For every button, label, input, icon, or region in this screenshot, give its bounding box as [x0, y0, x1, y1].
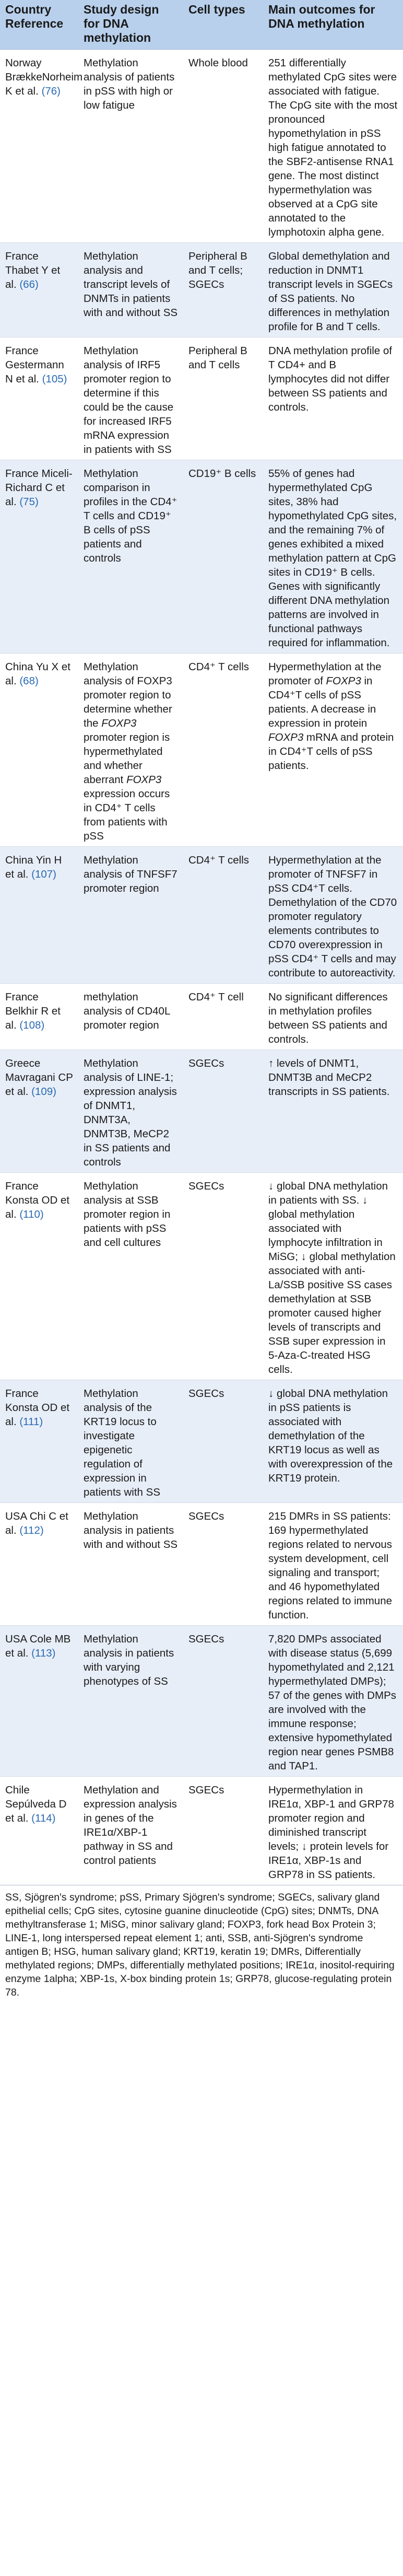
table-row — [0, 1050, 403, 1173]
outcome-cell: ↓ global DNA methylation in pSS patients is associated with demethylation of the KRT19 locus as well as with overexpression of the KRT19 protein. — [263, 1380, 403, 1503]
table-row — [0, 847, 403, 984]
outcome-text: Hypermethylation at the promoter of — [268, 661, 382, 687]
reference-link[interactable]: (109) — [31, 1086, 57, 1098]
country-reference-cell — [0, 1777, 78, 1885]
country: Chile — [5, 1784, 30, 1796]
reference-link[interactable]: (66) — [19, 278, 39, 290]
reference-link[interactable]: (110) — [19, 1208, 44, 1220]
cell-types-cell: CD4⁺ T cells — [183, 654, 263, 847]
cell-types-cell: SGECs — [183, 1626, 263, 1777]
header-cell-types: Cell types — [183, 0, 263, 50]
outcome-cell: 251 differentially methylated CpG sites were associated with fatigue. The CpG site with the most pronounced hypomethylation in pSS high fatigue annotated to the SBF2-antisense RNA1 gene. The most distinct hypermethylation was observed at a CpG site annotated to the lymphotoxin alpha gene. — [263, 50, 403, 243]
cell-types-cell: CD4⁺ T cell — [183, 984, 263, 1050]
outcome-cell: No significant differences in methylation profiles between SS patients and controls. — [263, 984, 403, 1050]
country: France — [5, 468, 39, 480]
reference-link[interactable]: (105) — [42, 373, 67, 385]
outcome-cell: 215 DMRs in SS patients: 169 hypermethylated regions related to nervous system development, cell signaling and transport; and 46 hypomethylated regions related to immune function. — [263, 1503, 403, 1626]
country-reference-cell — [0, 460, 78, 654]
design-text: promoter region is hypermethylated and whether aberrant — [84, 731, 170, 786]
country-reference-cell — [0, 654, 78, 847]
outcome-cell: 55% of genes had hypermethylated CpG sites, 38% had hypomethylated CpG sites, and the remaining 7% of genes exhibited a mixed methylation pattern at CpG sites in CD19⁺ B cells. Genes with significantly different DNA methylation patterns are involved in functional pathways required for inflammation. — [263, 460, 403, 654]
author: BrækkeNorheim K et al. — [5, 71, 83, 97]
country: France — [5, 345, 39, 357]
author: Gestermann N et al. — [5, 359, 64, 385]
study-design-cell: Methylation analysis of IRF5 promoter region to determine if this could be the cause for increased IRF5 mRNA expression in patients with SS — [78, 337, 183, 460]
cell-types-cell: CD4⁺ T cells — [183, 847, 263, 984]
country: Greece — [5, 1057, 41, 1069]
outcome-cell: 7,820 DMPs associated with disease status (5,699 hypomethylated and 2,121 hypermethylated DMPs); 57 of the genes with DMPs are involved with the immune response; extensive hypomethylated region near genes PSMB8 and TAP1. — [263, 1626, 403, 1777]
gene-name: FOXP3 — [268, 731, 304, 743]
study-design-cell: Methylation analysis of the KRT19 locus to investigate epigenetic regulation of expression in patients with SS — [78, 1380, 183, 1503]
country-reference-cell — [0, 1173, 78, 1380]
study-design-cell: Methylation and expression analysis in genes of the IRE1α/XBP-1 pathway in SS and control patients — [78, 1777, 183, 1885]
design-text: Methylation analysis of FOXP3 promoter region to determine whether the — [84, 661, 172, 729]
country: Norway — [5, 57, 42, 69]
outcome-cell: Hypermethylation in IRE1α, XBP-1 and GRP78 promoter region and diminished transcript levels; ↓ protein levels for IRE1α, XBP-1s and GRP78 in SS patients. — [263, 1777, 403, 1885]
study-design-cell: Methylation analysis of LINE-1; expression analysis of DNMT1, DNMT3A, DNMT3B, MeCP2 in SS patients and controls — [78, 1050, 183, 1173]
cell-types-cell: SGECs — [183, 1503, 263, 1626]
table-row — [0, 1626, 403, 1777]
gene-name: FOXP3 — [126, 774, 162, 786]
country-reference-cell — [0, 1050, 78, 1173]
outcome-cell: ↑ levels of DNMT1, DNMT3B and MeCP2 transcripts in SS patients. — [263, 1050, 403, 1173]
reference-link[interactable]: (68) — [19, 675, 39, 687]
reference-link[interactable]: (114) — [31, 1812, 56, 1824]
study-design-cell: Methylation analysis in patients with varying phenotypes of SS — [78, 1626, 183, 1777]
study-design-cell: Methylation analysis at SSB promoter region in patients with pSS and cell cultures — [78, 1173, 183, 1380]
table-row — [0, 1173, 403, 1380]
table-row — [0, 243, 403, 337]
country: USA — [5, 1510, 27, 1522]
table-row — [0, 50, 403, 243]
country-reference-cell — [0, 1626, 78, 1777]
reference-link[interactable]: (76) — [41, 85, 61, 97]
author: Konsta OD et al. — [5, 1402, 70, 1428]
reference-link[interactable]: (107) — [31, 868, 57, 880]
country: France — [5, 250, 39, 262]
table-header — [0, 0, 403, 50]
country: France — [5, 1180, 39, 1192]
cell-types-cell: SGECs — [183, 1173, 263, 1380]
reference-link[interactable]: (111) — [19, 1416, 43, 1428]
outcome-cell: DNA methylation profile of T CD4+ and B lymphocytes did not differ between SS patients and controls. — [263, 337, 403, 460]
country: France — [5, 1388, 39, 1400]
country: China — [5, 661, 33, 673]
study-design-cell: Methylation analysis of patients in pSS with high or low fatigue — [78, 50, 183, 243]
table-row — [0, 1777, 403, 1885]
table-row — [0, 1380, 403, 1503]
author: Yin H et al. — [5, 854, 62, 880]
reference-link[interactable]: (108) — [19, 1019, 45, 1031]
table-footnote: SS, Sjögren's syndrome; pSS, Primary Sjögren's syndrome; SGECs, salivary gland epithelial cells; CpG sites, cytosine guanine dinucleotide (CpG) sites; DNMTs, DNA methyltransferase 1; MiSG, minor salivary gland; FOXP3, fork head Box Protein 3; LINE-1, long interspersed repeat element 1; anti, SSB, anti-Sjögren's syndrome antigen B; HSG, human salivary gland; KRT19, keratin 19; DMRs, Differentially methylated regions; DMPs, differentially methylated positions; IRE1α, inositol-requiring enzyme 1alpha; XBP-1s, X-box binding protein 1s; GRP78, glucose-regulating protein 78. — [0, 1885, 403, 1999]
outcome-text: in CD4⁺T cells of pSS patients. A decrease in expression in protein — [268, 675, 376, 729]
cell-types-cell: SGECs — [183, 1380, 263, 1503]
reference-link[interactable]: (75) — [19, 496, 39, 508]
country: China — [5, 854, 33, 866]
country-reference-cell — [0, 847, 78, 984]
cell-types-cell: SGECs — [183, 1777, 263, 1885]
author: Cole MB et al. — [5, 1633, 71, 1659]
author: Konsta OD et al. — [5, 1194, 70, 1220]
cell-types-cell: CD19⁺ B cells — [183, 460, 263, 654]
table-body — [0, 50, 403, 1885]
country-reference-cell — [0, 984, 78, 1050]
table-row — [0, 654, 403, 847]
header-main-outcomes: Main outcomes for DNA methylation — [263, 0, 403, 50]
author: Belkhir R et al. — [5, 1005, 61, 1031]
author: Mavragani CP et al. — [5, 1071, 73, 1098]
author: Sepúlveda D et al. — [5, 1798, 67, 1824]
cell-types-cell: Peripheral B and T cells — [183, 337, 263, 460]
study-design-cell: methylation analysis of CD40L promoter region — [78, 984, 183, 1050]
country-reference-cell — [0, 50, 83, 243]
header-study-design: Study design for DNA methylation — [78, 0, 183, 50]
gene-name: FOXP3 — [101, 717, 137, 729]
outcome-cell — [263, 654, 403, 847]
country: USA — [5, 1633, 27, 1645]
author: Yu X et al. — [5, 661, 70, 687]
outcome-text: mRNA and protein in CD4⁺T cells of pSS patients. — [268, 731, 394, 772]
table-row — [0, 460, 403, 654]
country-reference-cell — [0, 243, 78, 337]
cell-types-cell: Peripheral B and T cells; SGECs — [183, 243, 263, 337]
country-reference-cell — [0, 337, 78, 460]
cell-types-cell: Whole blood — [183, 50, 263, 243]
reference-link[interactable]: (112) — [19, 1524, 44, 1536]
study-design-cell: Methylation analysis of TNFSF7 promoter region — [78, 847, 183, 984]
author: Chi C et al. — [5, 1510, 68, 1536]
table-row — [0, 1503, 403, 1626]
outcome-cell: Hypermethylation at the promoter of TNFSF7 in pSS CD4⁺T cells. Demethylation of the CD70 promoter regulatory elements contributes to CD70 overexpression in pSS CD4⁺ T cells and may contribute to autoreactivity. — [263, 847, 403, 984]
study-design-cell — [78, 654, 183, 847]
study-design-cell: Methylation comparison in profiles in the CD4⁺ T cells and CD19⁺ B cells of pSS patients and controls — [78, 460, 183, 654]
table-row — [0, 984, 403, 1050]
cell-types-cell: SGECs — [183, 1050, 263, 1173]
author: Thabet Y et al. — [5, 264, 61, 290]
study-design-cell: Methylation analysis in patients with and without SS — [78, 1503, 183, 1626]
country-reference-cell — [0, 1503, 78, 1626]
country-reference-cell — [0, 1380, 78, 1503]
header-row — [0, 0, 403, 50]
reference-link[interactable]: (113) — [31, 1647, 56, 1659]
table-row — [0, 337, 403, 460]
study-design-cell: Methylation analysis and transcript levels of DNMTs in patients with and without SS — [78, 243, 183, 337]
author: Miceli-Richard C et al. — [5, 468, 73, 508]
design-text: expression occurs in CD4⁺ T cells from patients with pSS — [84, 788, 170, 842]
header-country-reference: Country Reference — [0, 0, 78, 50]
outcome-cell: ↓ global DNA methylation in patients with SS. ↓ global methylation associated with lymphocyte infiltration in MiSG; ↓ global methylation associated with anti-La/SSB positive SS cases demethylation at SSB promoter caused higher levels of transcripts and SSB super expression in 5-Aza-C-treated HSG cells. — [263, 1173, 403, 1380]
outcome-cell: Global demethylation and reduction in DNMT1 transcript levels in SGECs of SS patients. No differences in methylation profile for B and T cells. — [263, 243, 403, 337]
country: France — [5, 991, 39, 1003]
gene-name: FOXP3 — [326, 675, 361, 687]
